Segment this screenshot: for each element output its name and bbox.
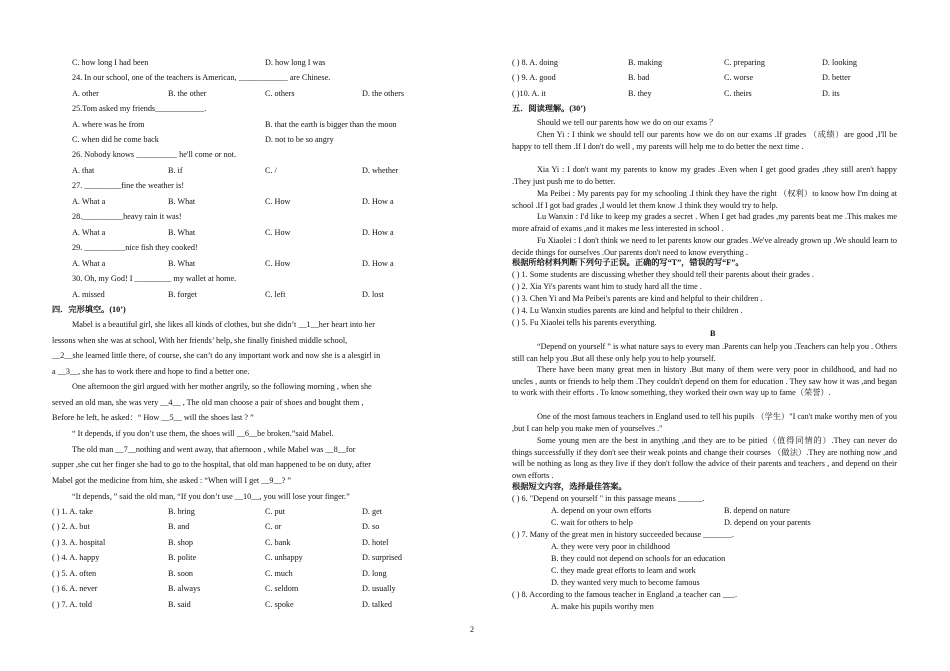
answer-option: D. better (822, 73, 851, 82)
question-line: 26. Nobody knows __________ he'll come or not. (72, 150, 237, 159)
answer-option: C. preparing (724, 58, 765, 67)
answer-option: A. missed (72, 290, 105, 299)
true-false-item: ( ) 4. Lu Wanxin studies parents are kind and helpful to their children . (512, 306, 743, 315)
reading-paragraph: Should we tell our parents how we do on our exams ？ (537, 118, 718, 127)
answer-option: B. forget (168, 290, 197, 299)
passage-line: supper ,she cut her finger she had to go to the hospital, that old man happened to be on duty, after (52, 460, 371, 469)
mc-line: B. they could not depend on schools for an education (551, 554, 726, 563)
answer-option: D. lost (362, 290, 384, 299)
answer-option: B. they (628, 89, 652, 98)
answer-option: C. bank (265, 538, 291, 547)
cloze-question: ( ) 8. A. doing (512, 58, 558, 67)
answer-option: C. how long I had been (72, 58, 149, 67)
answer-option: B. and (168, 522, 190, 531)
answer-option: D. whether (362, 166, 399, 175)
question-line: 30. Oh, my God! I _________ my wallet at home. (72, 274, 237, 283)
mc-line: A. depend on your own efforts (551, 506, 652, 515)
answer-option: B. What (168, 228, 196, 237)
answer-option: C. much (265, 569, 293, 578)
answer-option: B. soon (168, 569, 194, 578)
answer-option: A. other (72, 89, 99, 98)
cloze-question: ( ) 7. A. told (52, 600, 93, 609)
mc-line: C. they made great efforts to learn and work (551, 566, 696, 575)
question-line: 25.Tom asked my friends____________. (72, 104, 207, 113)
mc-line: ( ) 8. According to the famous teacher in England ,a teacher can ___. (512, 590, 738, 599)
cloze-question: ( ) 9. A. good (512, 73, 556, 82)
passage-label: B (710, 329, 716, 338)
passage-line: One afternoon the girl argued with her mother angrily, so the following morning , when she (72, 382, 372, 391)
answer-option: B. shop (168, 538, 194, 547)
cloze-question: ( ) 2. A. but (52, 522, 90, 531)
answer-option: D. get (362, 507, 383, 516)
question-line: 27. _________fine the weather is! (72, 181, 185, 190)
answer-option: D. How a (362, 197, 394, 206)
answer-option: D. not to be so angry (265, 135, 334, 144)
answer-option: B. always (168, 584, 201, 593)
answer-option: C. spoke (265, 600, 294, 609)
answer-option: D. how long I was (265, 58, 326, 67)
mc-line: ( ) 6. "Depend on yourself " in this passage means ______. (512, 494, 705, 503)
cloze-question: ( ) 5. A. often (52, 569, 97, 578)
answer-option: C. unhappy (265, 553, 303, 562)
answer-option: C. worse (724, 73, 754, 82)
answer-option: C. How (265, 228, 291, 237)
answer-option: D. long (362, 569, 387, 578)
instruction-title: 根据短文内容，选择最佳答案。 (512, 482, 627, 491)
answer-option: C. put (265, 507, 286, 516)
passage-line: Before he left, he asked：“ How __5__ will the shoes last ? ” (52, 413, 254, 422)
answer-option: B. polite (168, 553, 197, 562)
answer-option: C. How (265, 259, 291, 268)
answer-option: A. where was he from (72, 120, 145, 129)
answer-option: C. seldom (265, 584, 299, 593)
passage-line: Mabel is a beautiful girl, she likes all kinds of clothes, but she didn’t __1__her heart into her (72, 320, 375, 329)
answer-option: B. depend on nature (724, 506, 790, 515)
instruction-title: 根据所给材料判断下列句子正误。正确的写“T”，错误的写“F”。 (512, 258, 744, 267)
reading-paragraph: There have been many great men in history .But many of them were very poor in childhood, and had no uncles , aunts or friends to help them .They couldn't depend on them for education . They saw how it was ,and began to work with their efforts . To know something, they worked their own way up to fame（荣誉）. (512, 365, 897, 398)
passage-line: “ It depends, if you don’t use them, the shoes will __6__be broken.”said Mabel. (72, 429, 334, 438)
true-false-item: ( ) 1. Some students are discussing whether they should tell their parents about their grades . (512, 270, 814, 279)
answer-option: D. looking (822, 58, 858, 67)
page-number: 2 (470, 625, 474, 634)
passage-line: “It depends，” said the old man, “If you don’t use __10__, you will lose your finger.” (72, 492, 350, 501)
answer-option: D. talked (362, 600, 393, 609)
mc-line: ( ) 7. Many of the great men in history succeeded because _______. (512, 530, 734, 539)
answer-option: D. the others (362, 89, 405, 98)
reading-paragraph: Xia Yi : I don't want my parents to know my grades .Even when I get good grades ,they still aren't happy .They just push me to do better. (512, 165, 897, 186)
cloze-question: ( ) 6. A. never (52, 584, 98, 593)
question-line: 24. In our school, one of the teachers is American, ____________ are Chinese. (72, 73, 331, 82)
answer-option: B. What (168, 259, 196, 268)
answer-option: C. others (265, 89, 295, 98)
mc-line: C. wait for others to help (551, 518, 633, 527)
cloze-question: ( ) 3. A. hospital (52, 538, 106, 547)
answer-option: B. making (628, 58, 663, 67)
passage-line: __2__she learned little there, of course, she can’t do any important work and now she is a alesgirl in (52, 351, 381, 360)
answer-option: D. depend on your parents (724, 518, 811, 527)
answer-option: A. What a (72, 197, 106, 206)
answer-option: D. hotel (362, 538, 389, 547)
answer-option: D. usually (362, 584, 396, 593)
passage-line: lessons when she was at school, With her friends’ help, she finally finished middle school, (52, 336, 348, 345)
answer-option: C. How (265, 197, 291, 206)
answer-option: B. said (168, 600, 191, 609)
answer-option: D. How a (362, 259, 394, 268)
reading-paragraph: Chen Yi : I think we should tell our parents how we do on our exams .If grades （成绩）are good ,I'll be happy to tell them .If I don't do well , my parents will help me to do better the next time . (512, 130, 897, 151)
reading-paragraph: Some young men are the best in anything ,and they are to be pitied（值得同情的）.They can never do things successfully if they don't see their weak points and change their courses （做法）.They are nothing now ,and will be nothing as long as they live if they don't follow the advice of their parents and teachers , and depend on their own efforts . (512, 436, 897, 480)
answer-option: D. its (822, 89, 840, 98)
reading-paragraph: One of the most famous teachers in England used to tell his pupils （学生）"I can't make worthy men of you ,but I can help you make men of yourselves ." (512, 412, 897, 433)
answer-option: D. surprised (362, 553, 403, 562)
section-title: 四．完形填空。(10’) (52, 305, 126, 314)
question-line: 28.__________heavy rain it was! (72, 212, 182, 221)
answer-option: B. if (168, 166, 183, 175)
answer-option: A. What a (72, 259, 106, 268)
section-title: 五．阅读理解。(30’) (512, 104, 586, 113)
answer-option: D. so (362, 522, 380, 531)
answer-option: C. / (265, 166, 277, 175)
passage-line: a __3__, she has to work there and hope to find a better one. (52, 367, 250, 376)
passage-line: The old man __7__nothing and went away, that afternoon , while Mabel was __8__for (72, 445, 356, 454)
answer-option: C. theirs (724, 89, 752, 98)
answer-option: D. How a (362, 228, 394, 237)
true-false-item: ( ) 5. Fu Xiaolei tells his parents everything. (512, 318, 657, 327)
mc-line: D. they wanted very much to become famous (551, 578, 700, 587)
question-line: 29. __________nice fish they cooked! (72, 243, 198, 252)
true-false-item: ( ) 3. Chen Yi and Ma Peibei's parents are kind and helpful to their children . (512, 294, 763, 303)
reading-paragraph: Fu Xiaolei : I don't think we need to let parents know our grades .We've already grown up .We should learn to decide things for ourselves .Our parents don't need to know everything . (512, 236, 897, 257)
reading-paragraph: Ma Peibei : My parents pay for my schooling .I think they have the right （权利）to know how I'm doing at school .If I got bad grades ,I would let them know .I think they would try to help. (512, 189, 897, 210)
passage-line: Mabel got the medicine from him, she asked : “When will I get __9__? ” (52, 476, 291, 485)
answer-option: C. when did he come back (72, 135, 159, 144)
mc-line: A. they were very poor in childhood (551, 542, 670, 551)
answer-option: C. left (265, 290, 286, 299)
answer-option: A. What a (72, 228, 106, 237)
answer-option: B. bad (628, 73, 650, 82)
answer-option: B. the other (168, 89, 207, 98)
reading-paragraph: Lu Wanxin : I'd like to keep my grades a secret . When I get bad grades ,my parents beat me .This makes me more afraid of exams ,and it makes me less interested in school . (512, 212, 897, 233)
reading-paragraph: “Depend on yourself ” is what nature says to every man .Parents can help you .Teachers can help you . Others still can help you .But all these only help you to help yourself. (512, 342, 897, 363)
true-false-item: ( ) 2. Xia Yi's parents want him to study hard all the time . (512, 282, 702, 291)
passage-line: served an old man, she was very __4__ , The old man choose a pair of shoes and bought them , (52, 398, 364, 407)
cloze-question: ( ) 1. A. take (52, 507, 93, 516)
answer-option: B. What (168, 197, 196, 206)
cloze-question: ( )10. A. it (512, 89, 546, 98)
cloze-question: ( ) 4. A. happy (52, 553, 100, 562)
mc-line: A. make his pupils worthy men (551, 602, 654, 611)
answer-option: C. or (265, 522, 282, 531)
answer-option: B. that the earth is bigger than the moon (265, 120, 397, 129)
answer-option: A. that (72, 166, 95, 175)
answer-option: B. bring (168, 507, 195, 516)
